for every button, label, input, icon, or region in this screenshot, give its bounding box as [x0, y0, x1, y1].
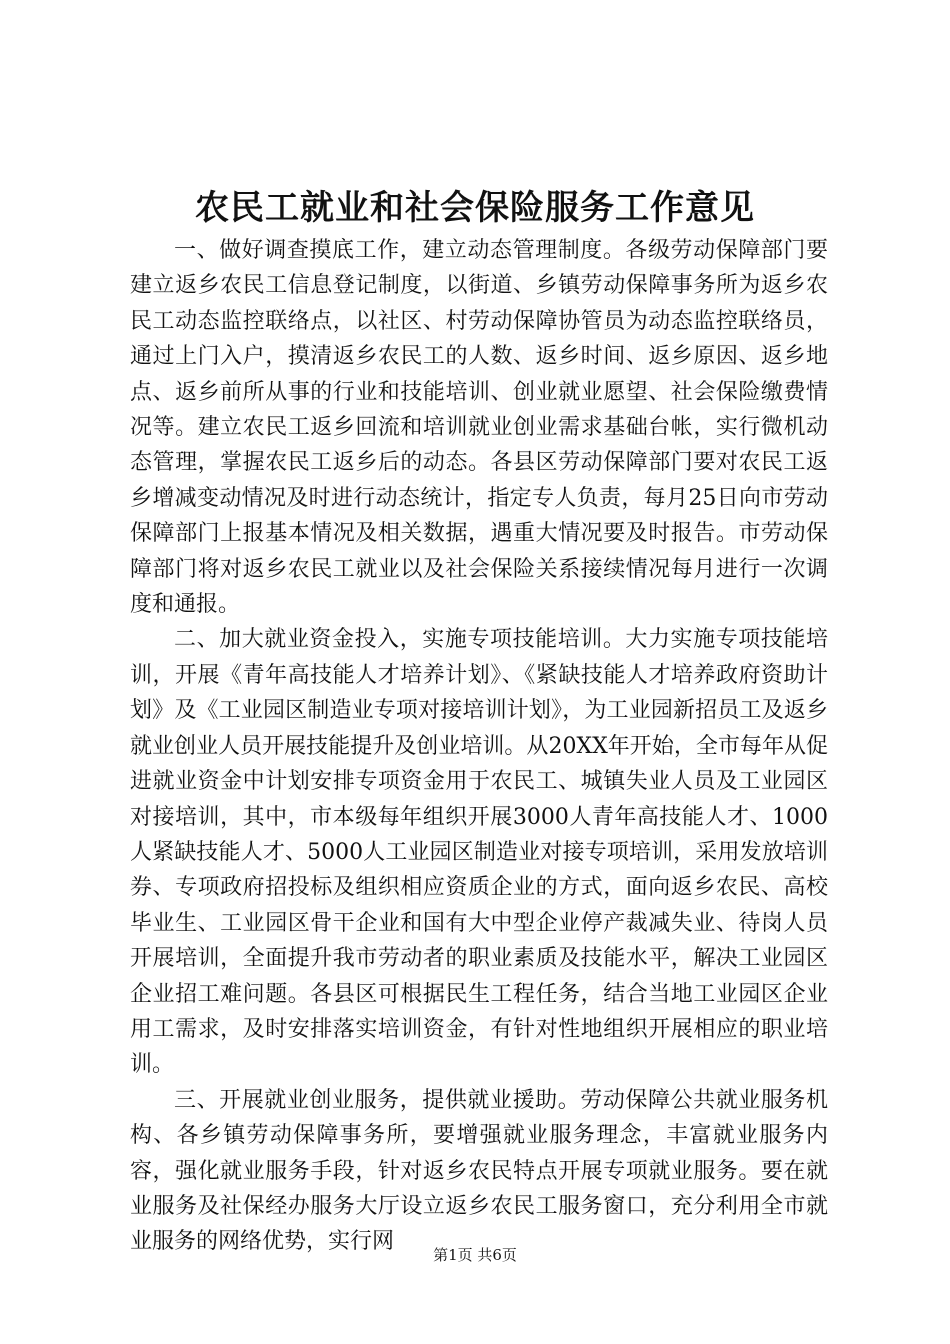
document-title: 农民工就业和社会保险服务工作意见	[195, 188, 755, 228]
page-number-footer: 第1页 共6页	[433, 1246, 517, 1264]
paragraph-2: 二、加大就业资金投入，实施专项技能培训。大力实施专项技能培训，开展《青年高技能人才培养计划》、《紧缺技能人才培养政府资助计划》及《工业园区制造业专项对接培训计划》，为工业园新招员工及返乡就业创业人员开展技能提升及创业培训。从20XX年开始，全市每年从促进就业资金中计划安排专项资金用于农民工、城镇失业人员及工业园区对接培训，其中，市本级每年组织开展3000人青年高技能人才、1000人紧缺技能人才、5000人工业园区制造业对接专项培训，采用发放培训券、专项政府招投标及组织相应资质企业的方式，面向返乡农民、高校毕业生、工业园区骨干企业和国有大中型企业停产裁减失业、待岗人员开展培训，全面提升我市劳动者的职业素质及技能水平，解决工业园区企业招工难问题。各县区可根据民生工程任务，结合当地工业园区企业用工需求，及时安排落实培训资金，有针对性地组织开展相应的职业培训。	[130, 627, 828, 1078]
paragraph-3: 三、开展就业创业服务，提供就业援助。劳动保障公共就业服务机构、各乡镇劳动保障事务所，要增强就业服务理念，丰富就业服务内容，强化就业服务手段，针对返乡农民特点开展专项就业服务。要在就业服务及社保经办服务大厅设立返乡农民工服务窗口，充分利用全市就业服务的网络优势，实行网	[130, 1087, 828, 1255]
document-body	[130, 233, 828, 1260]
paragraph-1: 一、做好调查摸底工作，建立动态管理制度。各级劳动保障部门要建立返乡农民工信息登记制度，以街道、乡镇劳动保障事务所为返乡农民工动态监控联络点，以社区、村劳动保障协管员为动态监控联络员，通过上门入户，摸清返乡农民工的人数、返乡时间、返乡原因、返乡地点、返乡前所从事的行业和技能培训、创业就业愿望、社会保险缴费情况等。建立农民工返乡回流和培训就业创业需求基础台帐，实行微机动态管理，掌握农民工返乡后的动态。各县区劳动保障部门要对农民工返乡增减变动情况及时进行动态统计，指定专人负责，每月25日向市劳动保障部门上报基本情况及相关数据，遇重大情况要及时报告。市劳动保障部门将对返乡农民工就业以及社会保险关系接续情况每月进行一次调度和通报。	[130, 238, 828, 618]
